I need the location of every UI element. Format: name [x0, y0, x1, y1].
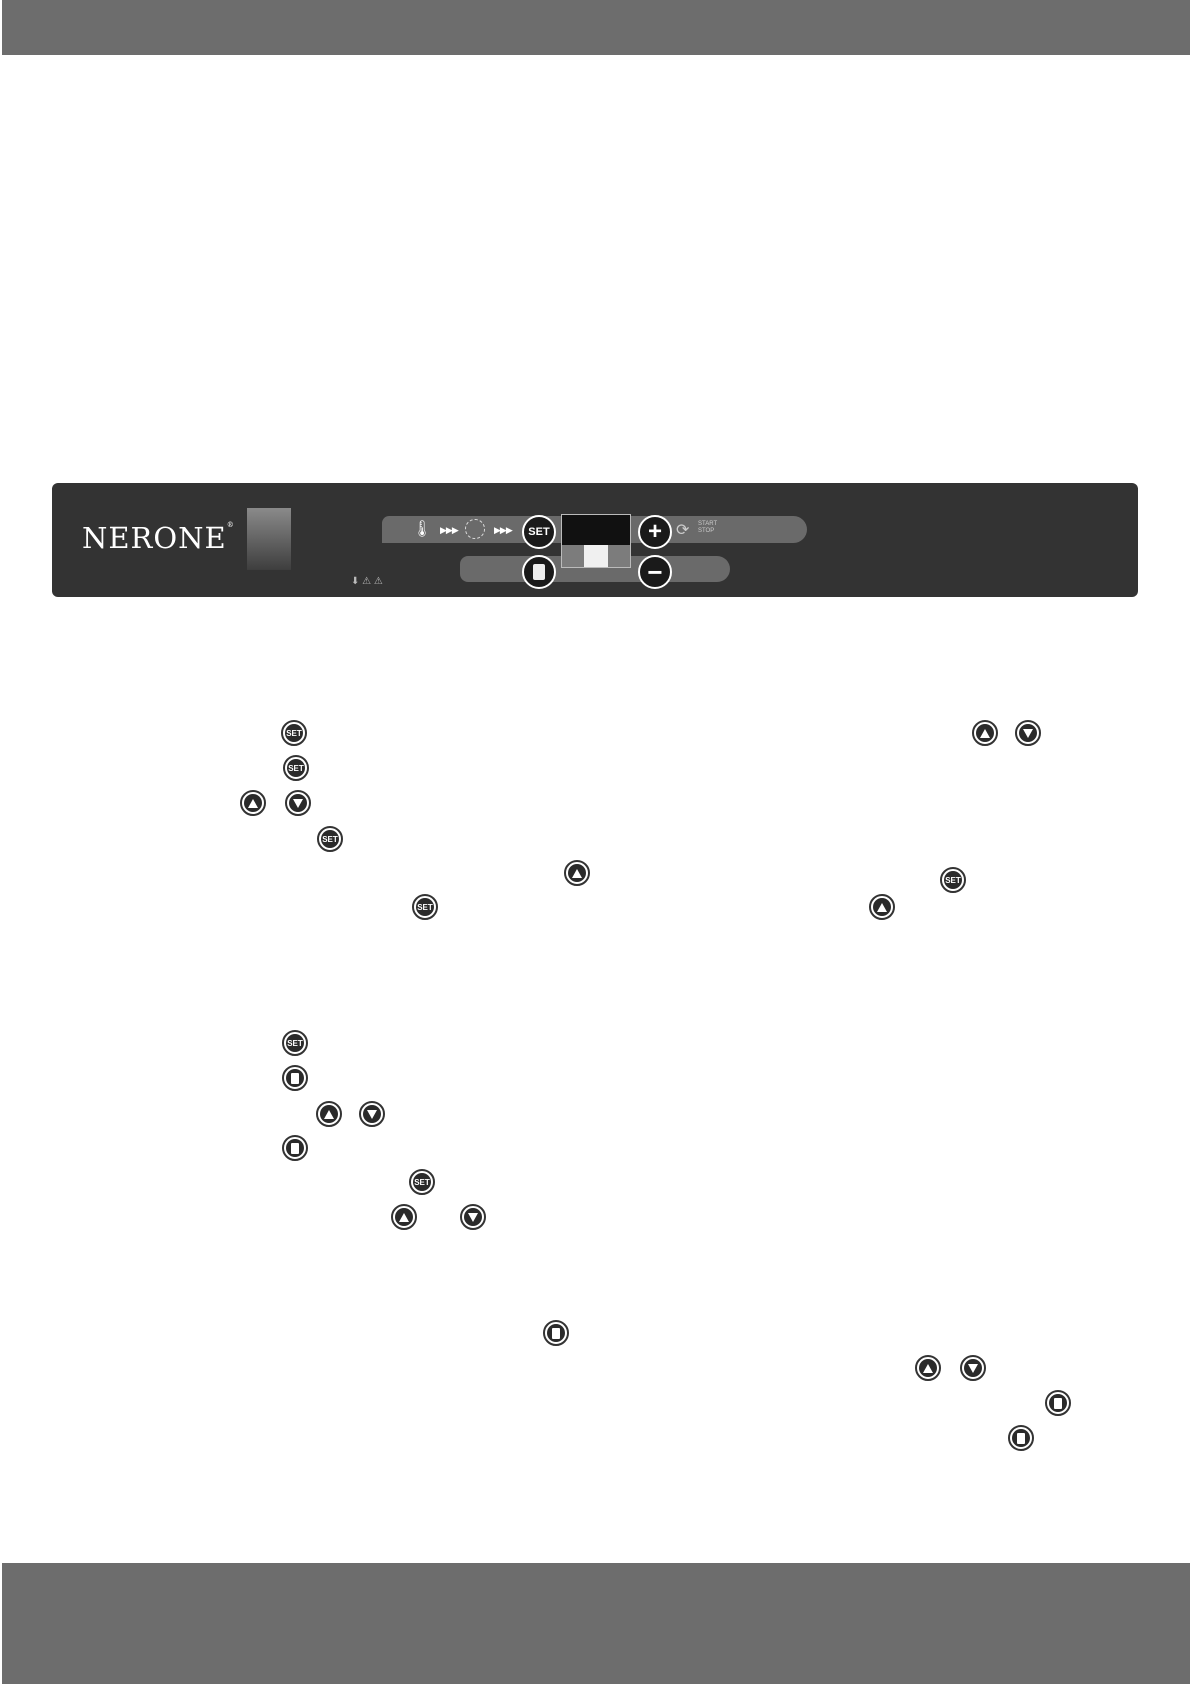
control-panel-illustration	[52, 483, 1138, 597]
arrows-icon: ▶▶▶	[494, 525, 512, 535]
down-arrow-icon	[1015, 720, 1041, 746]
start-stop-label: START STOP	[698, 521, 718, 534]
down-arrow-icon	[359, 1101, 385, 1127]
down-arrow-icon	[460, 1204, 486, 1230]
set-key-icon: SET	[317, 826, 343, 852]
memory-key-icon	[282, 1135, 308, 1161]
up-arrow-icon	[972, 720, 998, 746]
footer-bar	[2, 1563, 1190, 1684]
memory-icon	[533, 564, 545, 580]
panel-display	[561, 514, 631, 547]
thermometer-icon: 🌡	[412, 521, 433, 538]
panel-memory-button	[522, 555, 556, 589]
set-key-icon: SET	[283, 755, 309, 781]
down-arrow-icon	[960, 1355, 986, 1381]
panel-plus-button: +	[638, 515, 672, 549]
set-key-icon: SET	[412, 894, 438, 920]
set-key-icon: SET	[281, 720, 307, 746]
set-key-icon: SET	[940, 867, 966, 893]
memory-key-icon	[282, 1065, 308, 1091]
memory-key-icon	[543, 1320, 569, 1346]
memory-key-icon	[1008, 1425, 1034, 1451]
up-arrow-icon	[316, 1101, 342, 1127]
arrows-icon: ▶▶▶	[440, 525, 458, 535]
brand-gradient-block	[247, 508, 291, 570]
cycle-icon: ⟳	[676, 522, 690, 539]
panel-set-button: SET	[522, 515, 556, 549]
set-key-icon: SET	[282, 1030, 308, 1056]
panel-minus-button: −	[638, 555, 672, 589]
memory-key-icon	[1045, 1390, 1071, 1416]
header-bar	[2, 0, 1190, 55]
down-arrow-icon	[285, 790, 311, 816]
up-arrow-icon	[915, 1355, 941, 1381]
up-arrow-icon	[869, 894, 895, 920]
alarm-icons: ⬇ ⚠ ⚠	[351, 576, 383, 587]
up-arrow-icon	[564, 860, 590, 886]
up-arrow-icon	[391, 1204, 417, 1230]
clock-icon	[465, 519, 485, 539]
up-arrow-icon	[240, 790, 266, 816]
set-key-icon: SET	[409, 1169, 435, 1195]
panel-display-selector	[561, 545, 631, 568]
brand-logo: NERONE®	[82, 521, 235, 555]
